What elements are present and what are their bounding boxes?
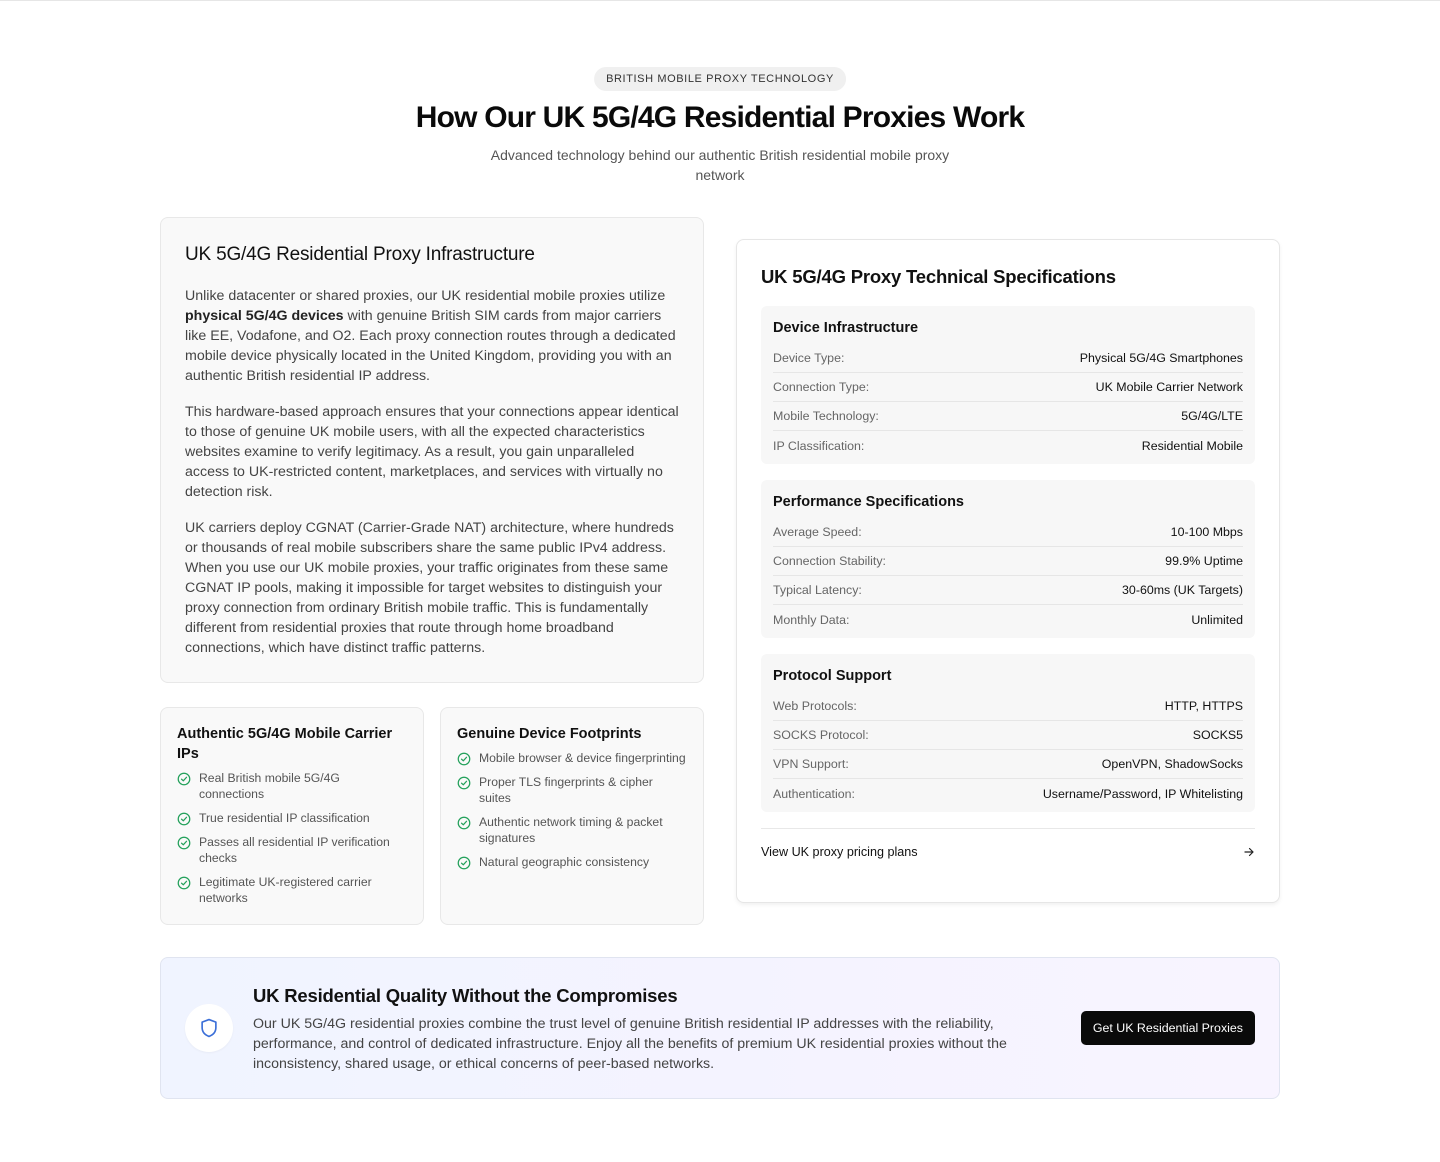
spec-key: Connection Type: bbox=[773, 380, 870, 394]
feature-item bbox=[177, 770, 407, 802]
spec-row bbox=[773, 721, 1243, 750]
quality-banner bbox=[160, 957, 1280, 1099]
spec-row bbox=[773, 344, 1243, 373]
spec-group-title: Device Infrastructure bbox=[773, 320, 919, 336]
p1-text-start: Unlike datacenter or shared proxies, our UK residential mobile proxies utilize bbox=[185, 288, 666, 304]
infrastructure-paragraph-1 bbox=[185, 286, 679, 386]
spec-group-performance bbox=[761, 480, 1255, 638]
banner-text: Our UK 5G/4G residential proxies combine the trust level of genuine British residential IP addresses with the reliability, performance, and control of dedicated infrastructure. Enjoy all the benefits of premium UK residential proxies without the inconsistency, shared usage, or ethical concerns of peer-based networks. bbox=[253, 1016, 1007, 1072]
feature-item-label: True residential IP classification bbox=[199, 811, 370, 825]
feature-item-label: Legitimate UK-registered carrier networks bbox=[199, 875, 372, 905]
feature-item-label: Real British mobile 5G/4G connections bbox=[199, 771, 340, 801]
feature-card-title: Authentic 5G/4G Mobile Carrier IPs bbox=[177, 726, 393, 762]
feature-item-label: Passes all residential IP verification checks bbox=[199, 835, 390, 865]
spec-row bbox=[773, 373, 1243, 402]
spec-value: Residential Mobile bbox=[1141, 438, 1243, 453]
spec-key: SOCKS Protocol: bbox=[773, 728, 869, 742]
spec-value: 99.9% Uptime bbox=[1165, 554, 1243, 568]
technical-specs-card bbox=[736, 239, 1280, 903]
spec-key: Typical Latency: bbox=[773, 583, 862, 597]
feature-item bbox=[177, 810, 407, 826]
check-circle-icon bbox=[457, 752, 471, 766]
spec-row bbox=[773, 576, 1243, 605]
spec-row bbox=[773, 750, 1243, 779]
feature-card-title: Genuine Device Footprints bbox=[457, 726, 642, 742]
check-circle-icon bbox=[177, 836, 191, 850]
banner-title: UK Residential Quality Without the Compromises bbox=[253, 985, 678, 1006]
feature-item bbox=[457, 750, 687, 766]
spec-key: Connection Stability: bbox=[773, 554, 886, 568]
spec-key: VPN Support: bbox=[773, 757, 849, 771]
feature-item-label: Mobile browser & device fingerprinting bbox=[479, 751, 686, 765]
p1-text-end: with genuine British SIM cards from major carriers like EE, Vodafone, and O2. Each proxy connection routes through a dedicated mobile device physically located in the United Kingdom, providing you with an authentic British residential IP address. bbox=[185, 308, 676, 384]
spec-value: SOCKS5 bbox=[1192, 728, 1243, 742]
infrastructure-card bbox=[160, 217, 704, 683]
spec-value: OpenVPN, ShadowSocks bbox=[1101, 757, 1243, 771]
check-circle-icon bbox=[457, 856, 471, 870]
feature-item bbox=[457, 774, 687, 806]
spec-row bbox=[773, 402, 1243, 431]
spec-key: Web Protocols: bbox=[773, 699, 857, 713]
spec-row bbox=[773, 518, 1243, 547]
spec-row bbox=[773, 692, 1243, 721]
feature-item-label: Natural geographic consistency bbox=[479, 855, 650, 869]
shield-icon bbox=[198, 1017, 220, 1039]
spec-group-title: Protocol Support bbox=[773, 668, 892, 684]
feature-item bbox=[177, 874, 407, 906]
get-uk-residential-proxies-button[interactable]: Get UK Residential Proxies bbox=[1081, 1011, 1255, 1045]
spec-key: IP Classification: bbox=[773, 438, 865, 453]
spec-value: UK Mobile Carrier Network bbox=[1095, 380, 1243, 394]
feature-item bbox=[457, 854, 687, 870]
spec-value: 30-60ms (UK Targets) bbox=[1122, 583, 1243, 597]
specs-title: UK 5G/4G Proxy Technical Specifications bbox=[761, 266, 1116, 287]
infrastructure-paragraph-2: This hardware-based approach ensures that your connections appear identical to those of genuine UK mobile users, with all the expected characteristics websites examine to verify legitimacy. As a result, you gain unparalleled access to UK-restricted content, marketplaces, and services with virtually no detection risk. bbox=[185, 404, 679, 500]
spec-value: 10-100 Mbps bbox=[1170, 525, 1243, 539]
spec-value: Physical 5G/4G Smartphones bbox=[1079, 351, 1243, 365]
shield-icon-wrapper bbox=[185, 1004, 233, 1052]
spec-key: Average Speed: bbox=[773, 525, 862, 539]
spec-row bbox=[773, 547, 1243, 576]
spec-value: HTTP, HTTPS bbox=[1164, 699, 1243, 713]
infrastructure-title: UK 5G/4G Residential Proxy Infrastructure bbox=[185, 244, 535, 265]
feature-item bbox=[177, 834, 407, 866]
feature-card-carrier-ips bbox=[160, 707, 424, 925]
check-circle-icon bbox=[457, 816, 471, 830]
spec-key: Device Type: bbox=[773, 351, 845, 365]
spec-key: Authentication: bbox=[773, 786, 855, 801]
section-title: How Our UK 5G/4G Residential Proxies Work bbox=[415, 101, 1025, 134]
spec-row bbox=[773, 605, 1243, 634]
spec-key: Monthly Data: bbox=[773, 612, 850, 627]
spec-row bbox=[773, 779, 1243, 808]
spec-group-title: Performance Specifications bbox=[773, 494, 964, 510]
spec-group-device-infrastructure bbox=[761, 306, 1255, 464]
section-subtitle: Advanced technology behind our authentic British residential mobile proxy network bbox=[490, 147, 950, 183]
spec-value: Unlimited bbox=[1191, 612, 1243, 627]
spec-value: Username/Password, IP Whitelisting bbox=[1042, 786, 1243, 801]
spec-group-protocol-support bbox=[761, 654, 1255, 812]
check-circle-icon bbox=[457, 776, 471, 790]
arrow-right-icon bbox=[1243, 846, 1255, 858]
p1-bold-text: physical 5G/4G devices bbox=[185, 308, 344, 324]
spec-value: 5G/4G/LTE bbox=[1181, 409, 1243, 423]
spec-key: Mobile Technology: bbox=[773, 409, 879, 423]
feature-card-device-footprints bbox=[440, 707, 704, 925]
check-circle-icon bbox=[177, 876, 191, 890]
section-badge: BRITISH MOBILE PROXY TECHNOLOGY bbox=[594, 67, 846, 91]
feature-item-label: Authentic network timing & packet signatures bbox=[479, 815, 663, 845]
feature-item-label: Proper TLS fingerprints & cipher suites bbox=[479, 775, 653, 805]
view-pricing-label: View UK proxy pricing plans bbox=[761, 845, 918, 859]
spec-row bbox=[773, 431, 1243, 460]
infrastructure-paragraph-3: UK carriers deploy CGNAT (Carrier-Grade NAT) architecture, where hundreds or thousands of real mobile subscribers share the same public IPv4 address. When you use our UK mobile proxies, your traffic originates from these same CGNAT IP pools, making it impossible for target websites to distinguish your proxy connection from ordinary British mobile traffic. This is fundamentally different from residential proxies that route through home broadband connections, which have distinct traffic patterns. bbox=[185, 520, 674, 656]
feature-item bbox=[457, 814, 687, 846]
check-circle-icon bbox=[177, 772, 191, 786]
view-pricing-link[interactable] bbox=[761, 828, 1255, 859]
check-circle-icon bbox=[177, 812, 191, 826]
